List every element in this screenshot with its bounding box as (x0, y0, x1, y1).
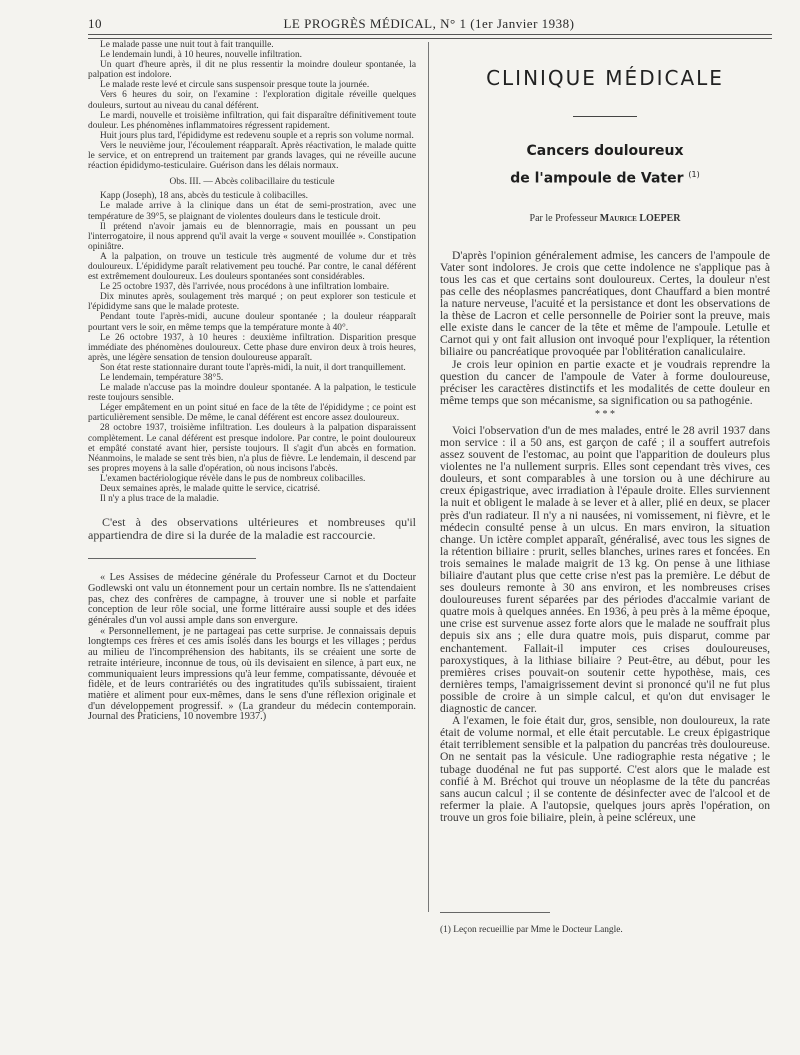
article-title-line1: Cancers douloureux (526, 143, 684, 159)
quote-para: « Les Assises de médecine générale du Professeur Carnot et du Docteur Godlewski ont valu un étonnement pour un certain nombre. Ils ne s'attendaient pas, chez des confrères de campagne, à trouver une si noble et parfaite conception de leur rôle social, une forme littéraire aussi souple et des idées générales d'un vol aussi ample dans son envergure. (88, 572, 416, 627)
article-body (440, 250, 770, 824)
author-line (440, 213, 770, 224)
title-rule (573, 116, 637, 117)
article-title-line2 (440, 163, 770, 191)
header-rule-top (88, 34, 772, 35)
left-para: Le mardi, nouvelle et troisième infiltration, qui fait disparaître définitivement toute douleur. Les phénomènes inflammatoires régressent rapidement. (88, 110, 416, 131)
left-para: Le lendemain, température 38°5. (100, 373, 224, 383)
right-column (440, 60, 770, 824)
asterism: * * * (595, 408, 615, 420)
left-para: Son état reste stationnaire durant toute l'après-midi, la nuit, il dort tranquillement. (100, 362, 406, 373)
article-para: D'après l'opinion généralement admise, les cancers de l'ampoule de Vater sont indolores. Je crois que cette indolence ne s'applique pas à tous les cas et que certains sont douloureux. Certes, la douleur n'est pas celle des néoplasmes pancréatiques, dont Chauffard a bien montré la nature nerveuse, l'acuité et la persistance et dont les observations de la thèse de Lacron et celle personnelle de Poirier sont la preuve, mais elle existe dans le cancer de la tête et même de l'ampoule. Letulle et Carnot qui y ont fait allusion ont invoqué pour l'expliquer, la rétention biliaire ou pancréatique provoquée par l'oblitération canaliculaire. (440, 248, 770, 359)
left-para: Dix minutes après, soulagement très marqué ; on peut explorer son testicule et l'épididyme sans que le malade proteste. (88, 292, 416, 313)
section-heading: CLINIQUE MÉDICALE (486, 66, 724, 90)
left-para: 28 octobre 1937, troisième infiltration. Les douleurs à la palpation disparaissent complètement. Le canal déférent est presque indolore. Par contre, le point douloureux et empâté constaté avant hier, persiste toujours. Il s'agit d'un abcès en formation. Néanmoins, le malade se sent très bien, n'a plus de fièvre. Le lendemain, il descend par ses propres moyens à la salle d'opération, où nous incisons l'abcès. (88, 423, 416, 474)
observation-title: Obs. III. — Abcès colibacillaire du testicule (169, 177, 335, 188)
left-para: Deux semaines après, le malade quitte le service, cicatrisé. (100, 484, 320, 495)
section-separator (88, 558, 256, 559)
article-para: Je crois leur opinion en partie exacte et je voudrais reprendre la question du cancer de l'ampoule de Vater à forme douloureuse, préciser les caractères distinctifs et les modalités de cette douleur en même temps que son mécanisme, sa signification ou sa pathogénie. (440, 357, 770, 407)
left-para: Le malade n'accuse pas la moindre douleur spontanée. A la palpation, le testicule reste toujours sensible. (88, 383, 416, 404)
author-prefix: Par le Professeur (529, 212, 598, 224)
left-para: Le malade arrive à la clinique dans un état de semi-prostration, avec une température de 39°5, se plaignant de violentes douleurs dans le testicule droit. (88, 201, 416, 222)
left-para: Vers 6 heures du soir, on l'examine : l'exploration digitale réveille quelques douleurs, surtout au niveau du canal déférent. (88, 90, 416, 111)
left-para: A la palpation, on trouve un testicule très augmenté de volume dur et très douloureux. L'épididyme paraît relativement peu touché. Par contre, le canal déférent est extrêmement douloureux. Les douleurs spontanées sont considérables. (88, 251, 416, 283)
article-title-line2-text: de l'ampoule de Vater (510, 170, 684, 187)
left-para: Le 26 octobre 1937, à 10 heures : deuxième infiltration. Disparition presque immédiate des phénomènes douloureux. Cette phase dure environ deux à trois heures, après, une légère sensation de tension douloureuse apparaît. (88, 332, 416, 363)
left-para: Le malade reste levé et circule sans suspensoir presque toute la journée. (100, 80, 370, 91)
column-divider (428, 42, 429, 912)
left-para: Vers le neuvième jour, l'écoulement réapparaît. Après réactivation, le malade quitte le service, et on entreprend un traitement par grands lavages, qui ne réveille aucune réaction épididymo-testiculaire. Guérison dans les délais normaux. (88, 140, 416, 172)
left-para: Léger empâtement en un point situé en face de la tête de l'épididyme ; ce point est particulièrement sensible. De même, le canal déférent est encore assez douloureux. (88, 403, 416, 424)
footnote-reference: (1) (688, 170, 700, 179)
page-number: 10 (88, 16, 102, 31)
running-header (88, 14, 770, 34)
left-para: Il n'y a plus trace de la maladie. (100, 494, 219, 505)
left-para: Pendant toute l'après-midi, aucune douleur spontanée ; la douleur réapparaît pourtant vers le soir, en même temps que la température monte à 40°. (88, 312, 416, 333)
left-para: L'examen bactériologique révèle dans le pus de nombreux colibacilles. (100, 473, 366, 484)
footnote: (1) Leçon recueillie par Mme le Docteur Langle. (440, 925, 623, 935)
left-para: Un quart d'heure après, il dit ne plus ressentir la moindre douleur spontanée, la palpation est indolore. (88, 60, 416, 81)
journal-title: LE PROGRÈS MÉDICAL, N° 1 (1er Janvier 1938) (283, 16, 575, 31)
author-name: Maurice LOEPER (599, 212, 681, 224)
left-para: Le lendemain lundi, à 10 heures, nouvelle infiltration. (100, 50, 303, 61)
left-para: Kapp (Joseph), 18 ans, abcès du testicule à colibacilles. (100, 191, 309, 202)
left-column (88, 40, 416, 723)
conclusion-text: C'est à des observations ultérieures et nombreuses qu'il appartiendra de dire si la durée de la maladie est raccourcie. (88, 515, 416, 543)
header-rule-bottom (88, 38, 772, 39)
left-para: Il prétend n'avoir jamais eu de blennorragie, mais en poussant un peu l'interrogatoire, il nous apprend qu'il avait la verge « souvent mouillée ». Constipation opiniâtre. (88, 221, 416, 252)
quote-para: « Personnellement, je ne partageai pas cette surprise. Je connaissais depuis longtemps ces frères et ces amis isolés dans les bourgs et les villages ; perdus au milieu de l'incompréhension des habitants, ils se créaient une sorte de retraite intérieure, inconnue de tous, où ils devisaient en silence, à part eux, ne communiquaient leurs impressions qu'à leur femme, compatissante, dévouée et fidèle, et de leurs contrariétés ou des ingratitudes qu'ils subissaient, tiraient matière et aliment pour eux-mêmes, dans le sens d'une réflexion originale et d'un développement progressif. » (La grandeur du médecin contemporain. Journal des Praticiens, 10 novembre 1937.) (88, 625, 416, 723)
article-para: Voici l'observation d'un de mes malades, entré le 28 avril 1937 dans mon service : il a 50 ans, est garçon de café ; il a souffert autrefois assez souvent de l'estomac, au point que l'apparition de douleurs plus violentes ne l'a nullement surpris. Elles sont cependant très vives, ces douleurs, et sont comparables à une torsion ou à une déchirure au creux épigastrique, avec irradiation à l'épaule droite. Elles surviennent la nuit et obligent le malade à se lever et à aller, plié en deux, se placer près d'un radiateur. Il n'y a ni nausées, ni vomissement, ni fièvre, et le médecin consulté pense à un ulcus. En mars environ, la situation change. Un ictère complet apparaît, généralisé, avec tous les signes de la rétention biliaire : prurit, selles blanches, urines rares et foncées. En trois semaines le malade maigrit de 13 kg. On pense à une lithiase biliaire d'autant plus que cette crise n'est pas la première. Le début de ses douleurs remonte à 30 ans environ, et les nombreuses crises douloureuses furent séparées par des périodes d'accalmie variant de quatre mois à quelques années. En 1936, à peu près à la même époque, une crise est survenue assez forte alors que le malade ne souffrait plus depuis six ans ; elle dura quatre mois, puis disparut, comme par enchantement. Fallait-il imputer ces crises douloureuses, paroxystiques, à la lithiase biliaire ? Peut-être, au début, pour les premières crises pouvait-on soutenir cette hypothèse, mais, ces dernières temps, l'amaigrissement devint si prononcé qu'il ne fut plus possible de croire à un simple calcul, et qu'on dut envisager le diagnostic de cancer. (440, 423, 770, 716)
left-para: Le malade passe une nuit tout à fait tranquille. (100, 40, 274, 50)
footnote-rule (440, 912, 550, 913)
article-para: A l'examen, le foie était dur, gros, sensible, non douloureux, la rate était de volume normal, et elle était percutable. Le creux épigastrique était terriblement sensible et la palpation du pancréas très douloureuse. On ne sentait pas la vésicule. Une radiographie resta négative ; le tubage duodénal ne fut pas supporté. C'est alors que le malade est confié à M. Bréchot qui trouve un néoplasme de la tête du pancréas sans aucun calcul ; il se contente de désinfecter avec de l'alcool et de refermer la plaie. A l'autopsie, quelques jours après l'opération, on trouve un gros foie biliaire, plein, à peine scléreux, une (440, 714, 770, 824)
left-para: Le 25 octobre 1937, dès l'arrivée, nous procédons à une infiltration lombaire. (100, 282, 390, 293)
article-title (440, 139, 770, 191)
left-para: Huit jours plus tard, l'épididyme est redevenu souple et a repris son volume normal. (100, 130, 414, 141)
